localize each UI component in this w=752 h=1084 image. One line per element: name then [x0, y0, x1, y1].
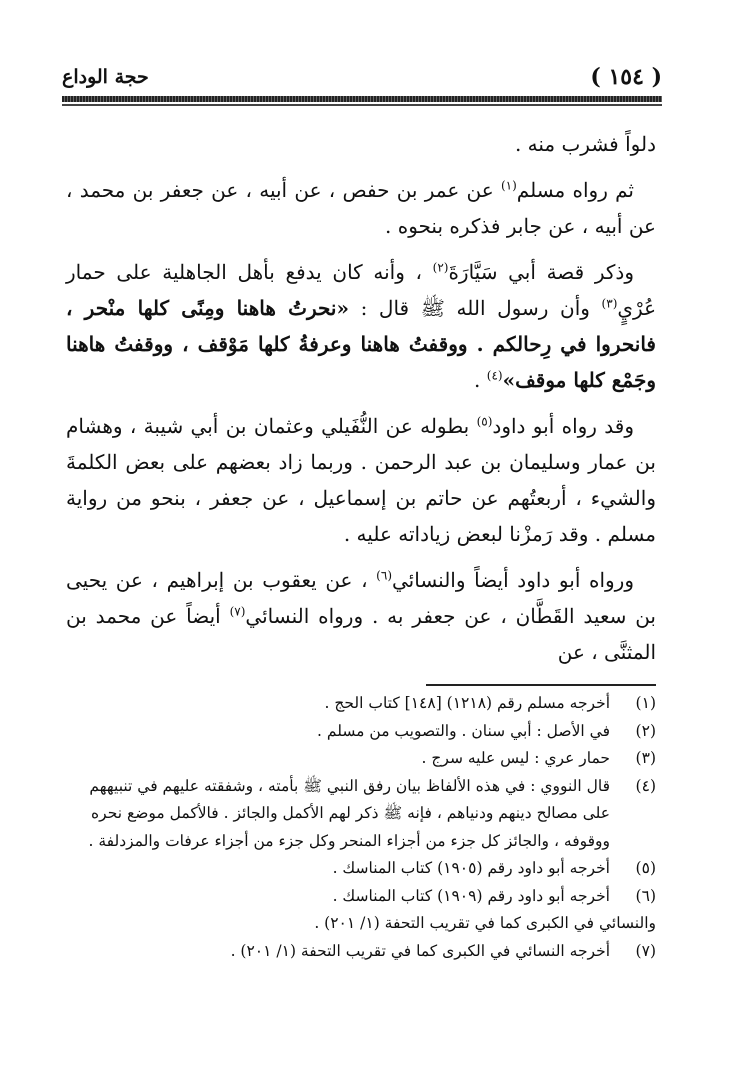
footnote-ref: (٥): [476, 414, 493, 429]
paragraph-text: ورواه أبو داود أيضاً والنسائي: [392, 568, 634, 592]
footnote: [66, 855, 656, 883]
footnote-number: (٢): [635, 721, 656, 740]
hadith-quote: «نحرتُ هاهنا ومِنًى كلها منْحر ، فانحروا في رِحالكم . ووقفتُ هاهنا وعرفةُ كلها مَوْقف ، ووقفتُ هاهنا وجَمْع كلها موقف»: [66, 296, 656, 392]
footnote-text: حمار عري : ليس عليه سرج .: [421, 749, 610, 767]
paragraph-text: ، عن يعقوب بن إبراهيم ، عن يحيى بن سعيد القَطَّان ، عن جعفر به . ورواه النسائي: [66, 568, 656, 628]
footnote-text: أخرجه مسلم رقم (١٢١٨) [١٤٨] كتاب الحج .: [324, 694, 610, 712]
footnote-text: أخرجه النسائي في الكبرى كما في تقريب التحفة (١/ ٢٠١) .: [230, 941, 610, 960]
footnote-separator: [426, 684, 656, 686]
footnote: [66, 690, 656, 718]
paragraph-text: عن عمر بن حفص ، عن أبيه ، عن جعفر بن محمد ، عن أبيه ، عن جابر فذكره بنحوه .: [66, 178, 656, 238]
paragraph-3: [66, 254, 656, 398]
footnote: [66, 773, 656, 856]
footnote-text: أخرجه أبو داود رقم (١٩٠٩) كتاب المناسك .: [332, 886, 610, 905]
footnote-ref: (٢): [432, 260, 449, 275]
running-title: حجة الوداع: [62, 66, 149, 88]
footnote: [66, 745, 656, 773]
body-text: [66, 126, 656, 680]
footnote-ref: (٦): [376, 568, 392, 583]
footnote-number: (٥): [635, 859, 656, 877]
paragraph-text: وقد رواه أبو داود: [492, 414, 635, 438]
footnote-number: (١): [635, 694, 656, 712]
footnote-number: (٧): [635, 941, 656, 960]
paragraph-text: وأن رسول الله ﷺ قال :: [348, 296, 602, 320]
header-rule-thick: [62, 96, 662, 102]
paragraph-text: بطوله عن النُّفَيلي وعثمان بن أبي شيبة ، وهشام بن عمار وسليمان بن عبد الرحمن . وربما زاد بعضهم على بعض الكلمةَ والشيء ، أربعتُهم عن حاتم بن إسماعيل ، عن جعفر ، بنحو من رواية مسلم . وقد رَمزْنا لبعض زياداته عليه .: [66, 414, 656, 546]
footnote-number: (٣): [635, 749, 656, 767]
footnote-ref: (٧): [229, 604, 246, 619]
footnote-ref: (٤): [486, 368, 503, 383]
footnote-text: أخرجه أبو داود رقم (١٩٠٥) كتاب المناسك .: [332, 859, 610, 877]
paragraph-text: ثم رواه مسلم: [516, 178, 635, 202]
footnote-number: (٤): [635, 776, 656, 795]
paragraph-4: [66, 408, 656, 552]
header-rule-thin: [62, 104, 662, 106]
paragraph-5: [66, 562, 656, 670]
footnote: [66, 718, 656, 746]
footnote: [66, 883, 656, 911]
paragraph-text: ، وأنه كان يدفع بأهل الجاهلية على حمار عُرْيٍ: [66, 260, 656, 320]
footnote-text: والنسائي في الكبرى كما في تقريب التحفة (١/ ٢٠١) .: [314, 914, 656, 932]
footnote-text: قال النووي : في هذه الألفاظ بيان رفق النبي ﷺ بأمته ، وشفقته عليهم في تنبيههم على مصالح دينهم ودنياهم ، فإنه ﷺ ذكر لهم الأكمل والجائز . فالأكمل موضع نحره ووقوفه ، والجائز كل جزء من أجزاء المنحر وكل جزء من أجزاء عرفات والمزدلفة .: [88, 776, 610, 850]
paragraph-text: أيضاً عن محمد بن المثنَّى ، عن: [66, 604, 656, 664]
footnote-ref: (٣): [601, 296, 618, 311]
paragraph-text: وذكر قصة أبي سَيَّارَةَ: [448, 260, 634, 284]
page-header: [62, 62, 662, 92]
footnote-continuation: [66, 910, 656, 938]
footnote: [66, 938, 656, 966]
footnote-ref: (١): [500, 178, 517, 193]
paragraph-2: [66, 172, 656, 244]
paragraph-text: .: [474, 368, 487, 392]
page-number: ( ١٥٤ ): [590, 64, 662, 90]
footnotes: [66, 690, 656, 965]
paragraph-text: دلواً فشرب منه .: [514, 132, 656, 156]
footnote-number: (٦): [635, 886, 656, 905]
footnote-text: في الأصل : أبي سنان . والتصويب من مسلم .: [317, 721, 610, 740]
paragraph-1: [66, 126, 656, 162]
